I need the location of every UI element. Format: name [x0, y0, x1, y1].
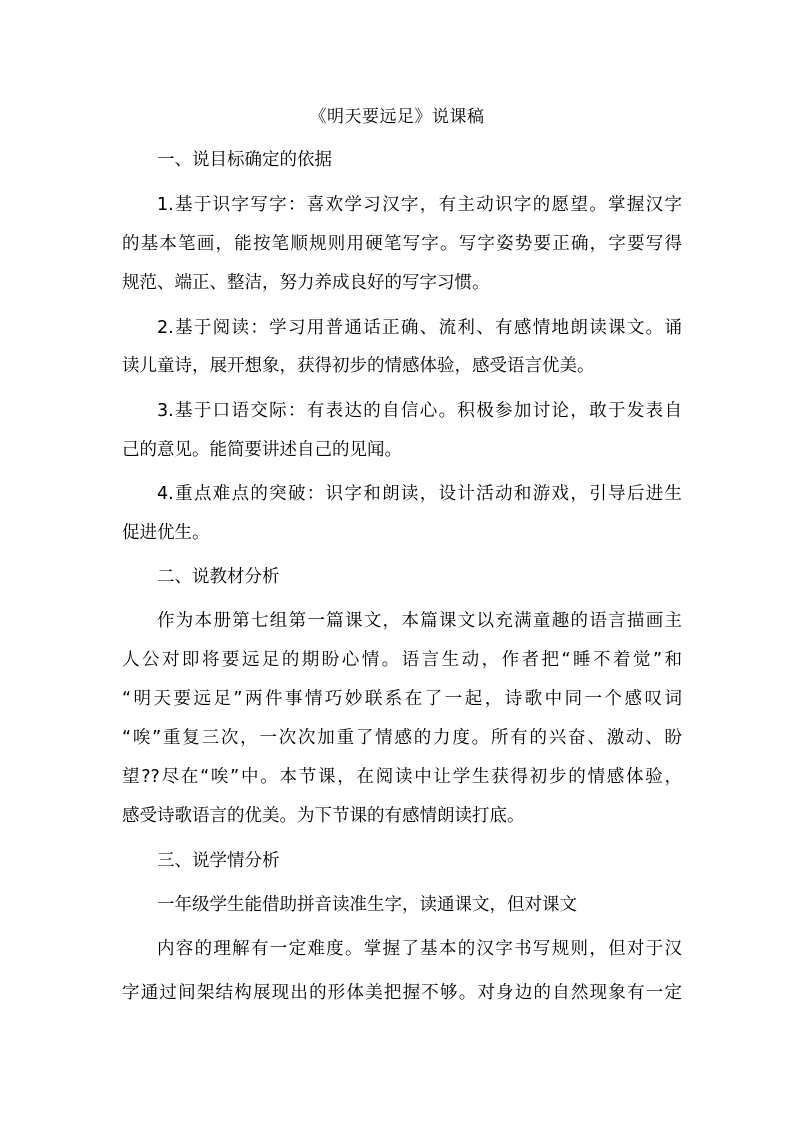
document-title: 《明天要远足》说课稿	[309, 107, 485, 127]
paragraph-line: 内容的理解有一定难度。掌握了基本的汉字书写规则，但对于汉	[157, 939, 682, 959]
section-heading: 二、说教材分析	[157, 567, 280, 587]
paragraph-line: 人公对即将要远足的期盼心情。语言生动，作者把“睡不着觉”和	[122, 650, 682, 670]
paragraph-line: 作为本册第七组第一篇课文，本篇课文以充满童趣的语言描画主	[157, 611, 682, 631]
paragraph-line: 读儿童诗，展开想象，获得初步的情感体验，感受语言优美。	[122, 356, 595, 376]
paragraph-line: “明天要远足”两件事情巧妙联系在了一起，诗歌中同一个感叹词	[122, 689, 682, 709]
paragraph-line: 己的意见。能简要讲述自己的见闻。	[122, 440, 402, 460]
section-heading: 三、说学情分析	[157, 851, 280, 871]
paragraph-line: 2.基于阅读：学习用普通话正确、流利、有感情地朗读课文。诵	[157, 318, 682, 338]
paragraph-line: 4.重点难点的突破：识字和朗读，设计活动和游戏，引导后进生	[157, 484, 682, 504]
paragraph-line: 1.基于识字写字：喜欢学习汉字，有主动识字的愿望。掌握汉字	[157, 195, 682, 215]
paragraph-line: 规范、端正、整洁，努力养成良好的写字习惯。	[122, 273, 490, 293]
section-heading: 一、说目标确定的依据	[157, 150, 332, 170]
paragraph-line: 3.基于口语交际：有表达的自信心。积极参加讨论，敢于发表自	[157, 401, 682, 421]
paragraph-line: “唉”重复三次，一次次加重了情感的力度。所有的兴奋、激动、盼	[122, 728, 682, 748]
paragraph-line: 感受诗歌语言的优美。为下节课的有感情朗读打底。	[122, 806, 525, 826]
paragraph-line: 一年级学生能借助拼音读准生字，读通课文，但对课文	[157, 895, 577, 915]
paragraph-line: 望??尽在“唉”中。本节课，在阅读中让学生获得初步的情感体验，	[122, 767, 682, 787]
paragraph-line: 促进优生。	[122, 523, 210, 543]
paragraph-line: 字通过间架结构展现出的形体美把握不够。对身边的自然现象有一定	[122, 983, 682, 1003]
paragraph-line: 的基本笔画，能按笔顺规则用硬笔写字。写字姿势要正确，字要写得	[122, 234, 682, 254]
